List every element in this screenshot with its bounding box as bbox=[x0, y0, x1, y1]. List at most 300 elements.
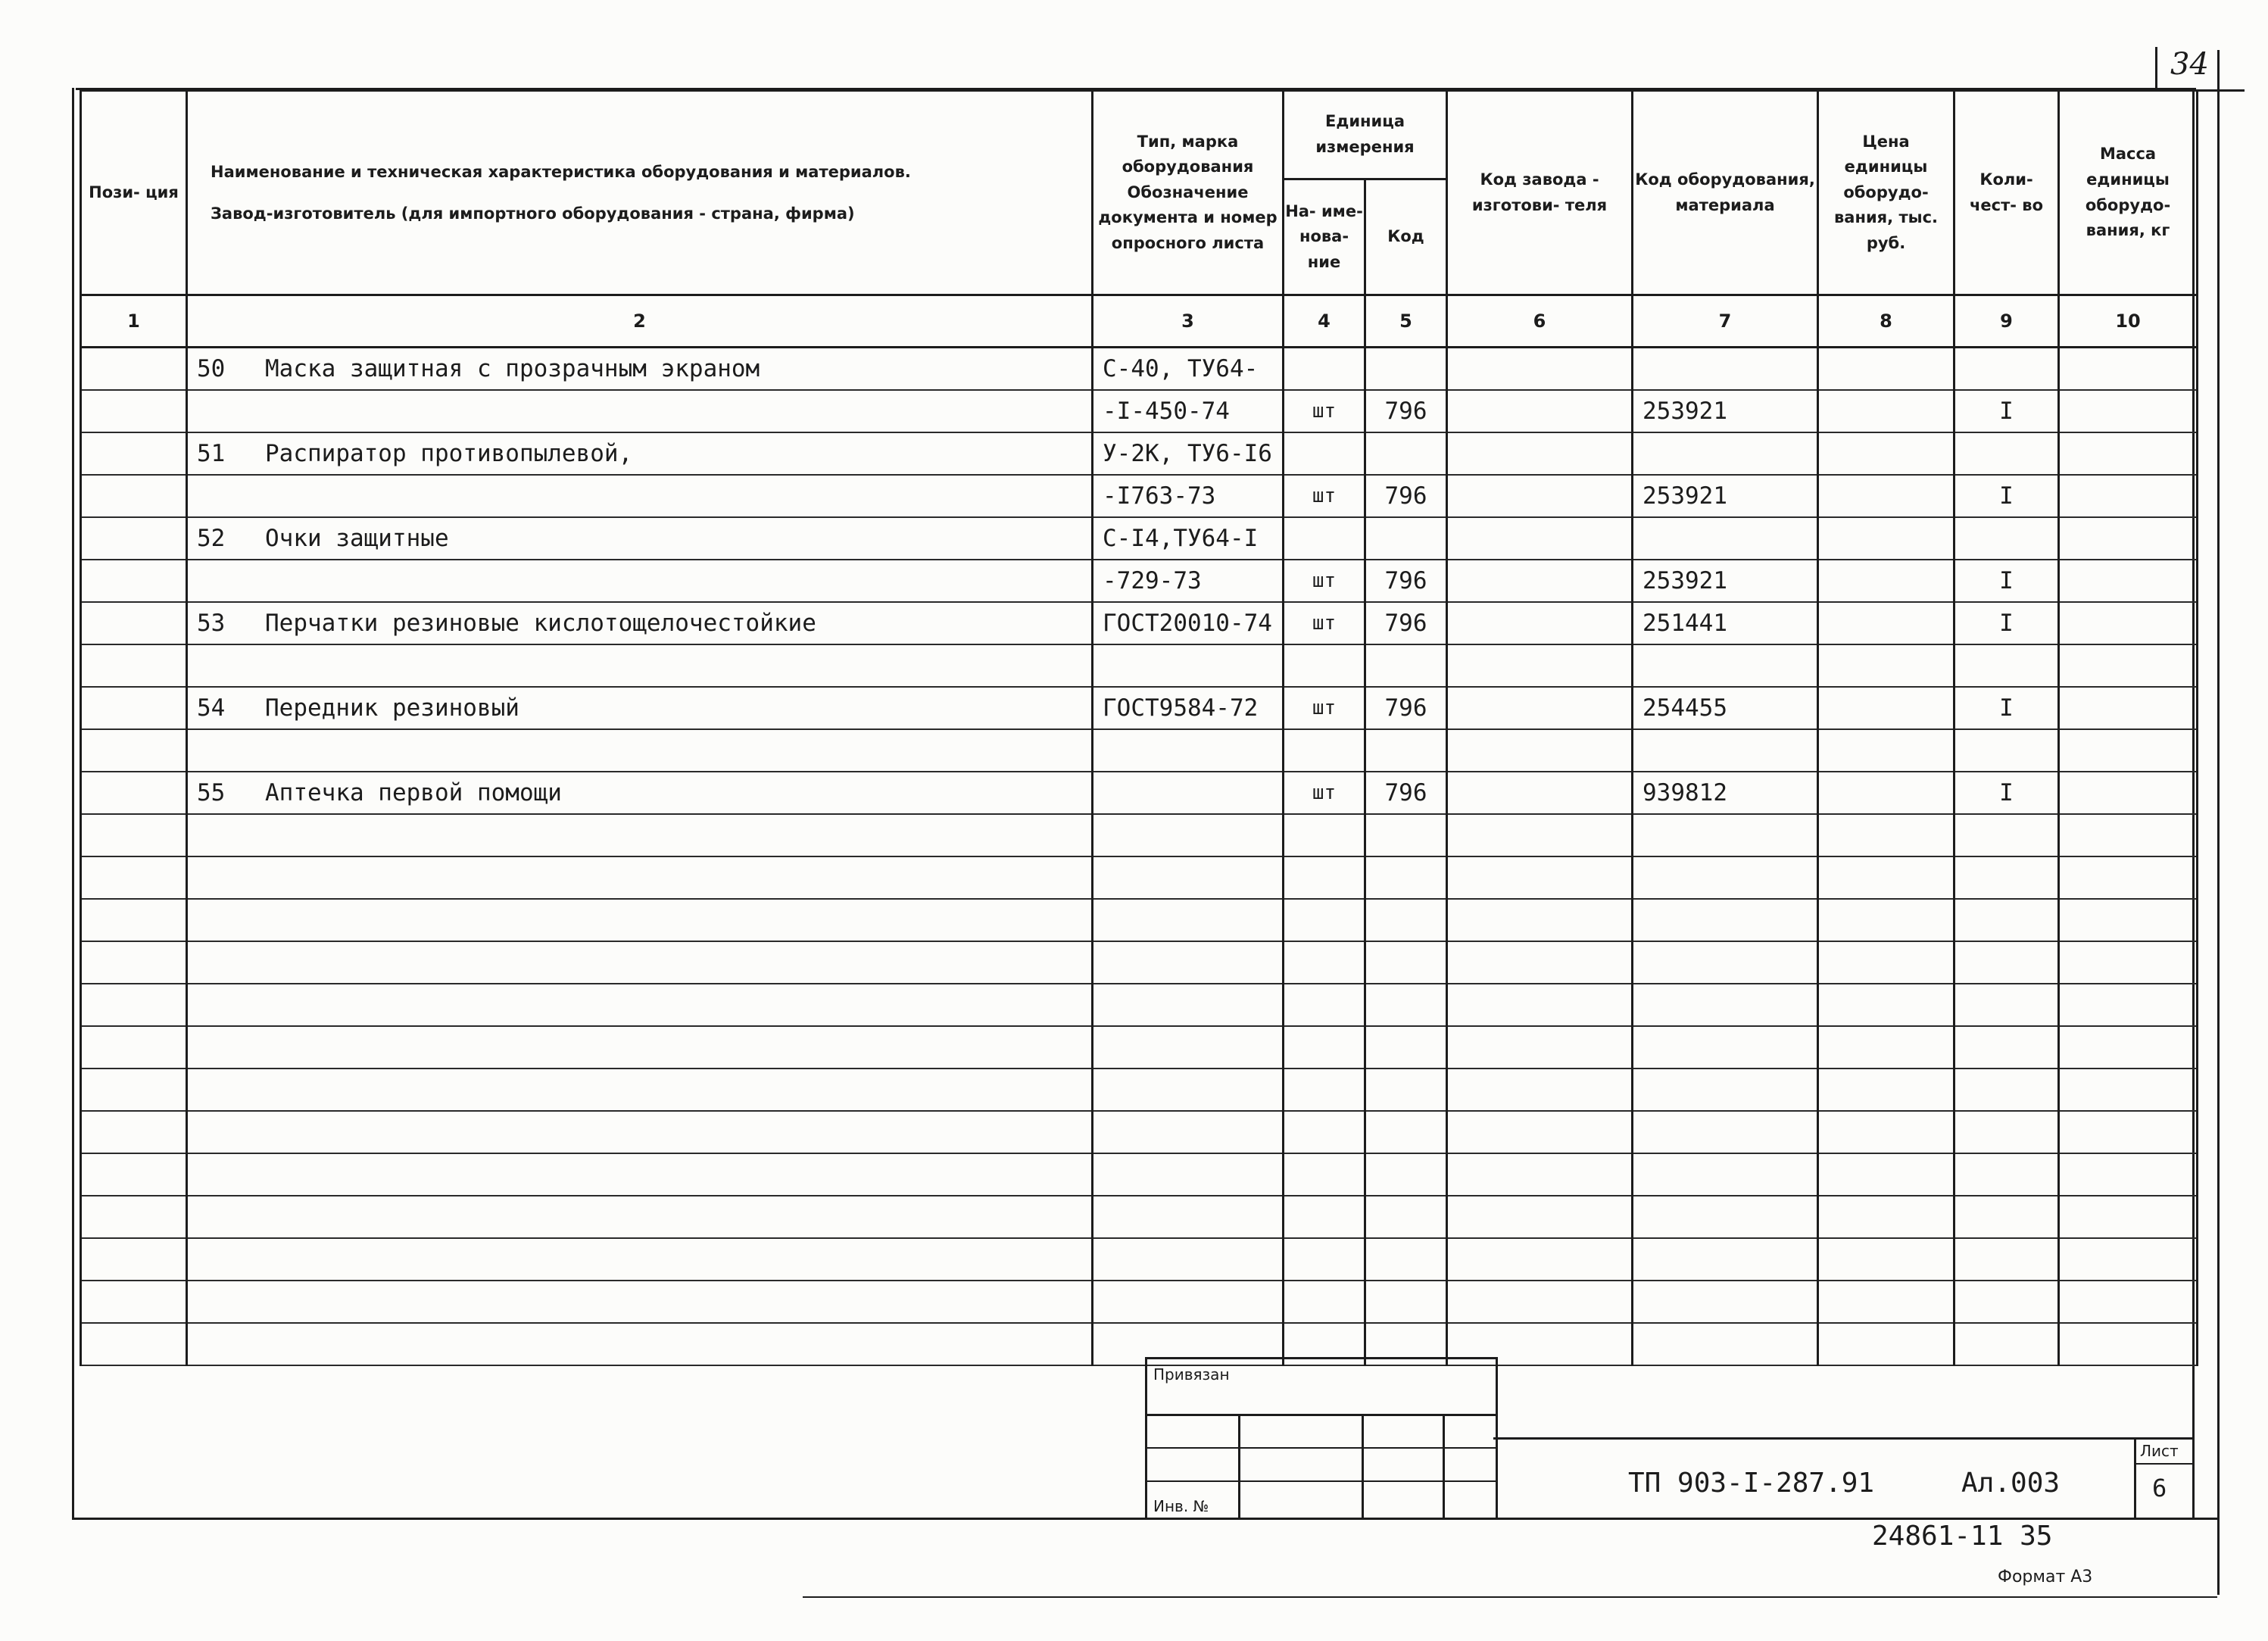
cell-type: ГОСТ9584-72 bbox=[1093, 687, 1284, 729]
cell-type bbox=[1093, 941, 1284, 984]
table-row bbox=[81, 772, 2198, 814]
cell-unit-code bbox=[1365, 432, 1447, 475]
cell-price bbox=[1818, 517, 1954, 560]
cell-plant-code bbox=[1447, 644, 1633, 687]
cell-unit bbox=[1284, 941, 1365, 984]
table-row bbox=[81, 899, 2198, 941]
header-unit-group: Единица измерения bbox=[1284, 91, 1447, 179]
cell-quantity bbox=[1954, 899, 2059, 941]
table-row bbox=[81, 644, 2198, 687]
cell-quantity bbox=[1954, 729, 2059, 772]
cell-equipment-code: 253921 bbox=[1633, 390, 1818, 432]
cell-equipment-code: 253921 bbox=[1633, 560, 1818, 602]
cell-type bbox=[1093, 984, 1284, 1026]
cell-name bbox=[187, 432, 1093, 475]
table-row bbox=[81, 390, 2198, 432]
sheet-cell-divider bbox=[2134, 1437, 2136, 1519]
cell-mass bbox=[2059, 687, 2198, 729]
page-number: 34 bbox=[2170, 47, 2209, 82]
cell-unit bbox=[1284, 1069, 1365, 1111]
cell-unit-code bbox=[1365, 899, 1447, 941]
cell-quantity: I bbox=[1954, 390, 2059, 432]
cell-unit bbox=[1284, 1026, 1365, 1069]
bottom-edge-line bbox=[803, 1596, 2217, 1598]
column-number-7: 7 bbox=[1633, 295, 1818, 348]
cell-position bbox=[81, 814, 187, 856]
cell-position bbox=[81, 432, 187, 475]
cell-plant-code bbox=[1447, 729, 1633, 772]
cell-plant-code bbox=[1447, 390, 1633, 432]
cell-quantity bbox=[1954, 432, 2059, 475]
cell-mass bbox=[2059, 348, 2198, 391]
cell-mass bbox=[2059, 475, 2198, 517]
cell-equipment-code bbox=[1633, 1069, 1818, 1111]
row-position: 54 bbox=[197, 694, 226, 722]
cell-unit-code bbox=[1365, 1281, 1447, 1323]
row-name: Аптечка первой помощи bbox=[265, 779, 562, 806]
header-unit-code: Код bbox=[1365, 179, 1447, 295]
cell-type bbox=[1093, 814, 1284, 856]
cell-unit-code bbox=[1365, 1111, 1447, 1153]
cell-type bbox=[1093, 1026, 1284, 1069]
album-number: Ал.003 bbox=[1961, 1468, 2061, 1499]
column-number-9: 9 bbox=[1954, 295, 2059, 348]
table-row bbox=[81, 687, 2198, 729]
cell-quantity bbox=[1954, 984, 2059, 1026]
header-name bbox=[187, 91, 1093, 295]
cell-name bbox=[187, 1026, 1093, 1069]
row-name: Передник резиновый bbox=[265, 694, 519, 722]
cell-unit bbox=[1284, 517, 1365, 560]
table-row bbox=[81, 814, 2198, 856]
cell-type bbox=[1093, 899, 1284, 941]
cell-equipment-code bbox=[1633, 729, 1818, 772]
cell-mass bbox=[2059, 1238, 2198, 1281]
cell-unit bbox=[1284, 1238, 1365, 1281]
cell-mass bbox=[2059, 729, 2198, 772]
cell-name bbox=[187, 348, 1093, 391]
specification-table bbox=[80, 89, 2198, 1366]
cell-plant-code bbox=[1447, 1026, 1633, 1069]
cell-position bbox=[81, 856, 187, 899]
cell-unit-code: 796 bbox=[1365, 475, 1447, 517]
frame-right-outer bbox=[2217, 50, 2220, 1595]
cell-name bbox=[187, 814, 1093, 856]
cell-quantity bbox=[1954, 1323, 2059, 1365]
cell-quantity bbox=[1954, 1111, 2059, 1153]
sheet-cell-line bbox=[2134, 1463, 2195, 1465]
cell-position bbox=[81, 602, 187, 644]
cell-unit bbox=[1284, 856, 1365, 899]
cell-position bbox=[81, 517, 187, 560]
cell-unit-code bbox=[1365, 1196, 1447, 1238]
header-name-line1: Наименование и техническая характеристика оборудования и материалов. bbox=[211, 162, 911, 181]
cell-name bbox=[187, 984, 1093, 1026]
cell-equipment-code bbox=[1633, 1026, 1818, 1069]
cell-unit-code: 796 bbox=[1365, 772, 1447, 814]
cell-price bbox=[1818, 432, 1954, 475]
cell-plant-code bbox=[1447, 941, 1633, 984]
cell-unit-code: 796 bbox=[1365, 602, 1447, 644]
binding-stamp bbox=[1145, 1357, 1498, 1520]
row-position: 53 bbox=[197, 610, 226, 637]
cell-equipment-code bbox=[1633, 856, 1818, 899]
cell-quantity bbox=[1954, 1238, 2059, 1281]
cell-type bbox=[1093, 729, 1284, 772]
cell-price bbox=[1818, 814, 1954, 856]
cell-unit: шт bbox=[1284, 772, 1365, 814]
cell-type: ГОСТ20010-74 bbox=[1093, 602, 1284, 644]
cell-name bbox=[187, 772, 1093, 814]
cell-plant-code bbox=[1447, 517, 1633, 560]
frame-left bbox=[72, 88, 74, 1519]
cell-equipment-code bbox=[1633, 1153, 1818, 1196]
cell-unit-code bbox=[1365, 1238, 1447, 1281]
cell-type: -I-450-74 bbox=[1093, 390, 1284, 432]
cell-equipment-code bbox=[1633, 1111, 1818, 1153]
cell-type bbox=[1093, 1069, 1284, 1111]
cell-type bbox=[1093, 1238, 1284, 1281]
cell-type bbox=[1093, 1153, 1284, 1196]
cell-price bbox=[1818, 1323, 1954, 1365]
column-number-3: 3 bbox=[1093, 295, 1284, 348]
cell-unit-code: 796 bbox=[1365, 390, 1447, 432]
cell-position bbox=[81, 390, 187, 432]
title-block-top-line bbox=[1493, 1437, 2195, 1440]
cell-equipment-code bbox=[1633, 814, 1818, 856]
table-body bbox=[81, 348, 2198, 1366]
cell-name bbox=[187, 729, 1093, 772]
bound-label: Привязан bbox=[1153, 1365, 1230, 1384]
cell-quantity bbox=[1954, 1196, 2059, 1238]
column-number-6: 6 bbox=[1447, 295, 1633, 348]
cell-position bbox=[81, 644, 187, 687]
cell-plant-code bbox=[1447, 1196, 1633, 1238]
cell-type bbox=[1093, 644, 1284, 687]
cell-plant-code bbox=[1447, 856, 1633, 899]
cell-type bbox=[1093, 772, 1284, 814]
cell-mass bbox=[2059, 1069, 2198, 1111]
header-equipment-code: Код оборудования, материала bbox=[1633, 91, 1818, 295]
cell-price bbox=[1818, 687, 1954, 729]
cell-quantity: I bbox=[1954, 475, 2059, 517]
cell-plant-code bbox=[1447, 475, 1633, 517]
cell-mass bbox=[2059, 984, 2198, 1026]
cell-name bbox=[187, 856, 1093, 899]
cell-price bbox=[1818, 1281, 1954, 1323]
table-row bbox=[81, 1111, 2198, 1153]
column-number-8: 8 bbox=[1818, 295, 1954, 348]
row-name: Перчатки резиновые кислотощелочестойкие bbox=[265, 610, 816, 637]
cell-unit-code bbox=[1365, 729, 1447, 772]
cell-type: -I763-73 bbox=[1093, 475, 1284, 517]
page-number-box bbox=[2155, 47, 2246, 92]
cell-unit-code bbox=[1365, 1153, 1447, 1196]
cell-plant-code bbox=[1447, 1153, 1633, 1196]
cell-plant-code bbox=[1447, 348, 1633, 391]
row-name: Очки защитные bbox=[265, 525, 449, 552]
header-type: Тип, марка оборудования Обозначение документа и номер опросного листа bbox=[1093, 91, 1284, 295]
cell-price bbox=[1818, 772, 1954, 814]
cell-unit: шт bbox=[1284, 475, 1365, 517]
row-position: 55 bbox=[197, 779, 226, 806]
cell-position bbox=[81, 348, 187, 391]
cell-unit-code bbox=[1365, 984, 1447, 1026]
cell-plant-code bbox=[1447, 814, 1633, 856]
cell-equipment-code bbox=[1633, 432, 1818, 475]
cell-equipment-code: 251441 bbox=[1633, 602, 1818, 644]
cell-name bbox=[187, 1153, 1093, 1196]
cell-equipment-code: 939812 bbox=[1633, 772, 1818, 814]
cell-mass bbox=[2059, 1196, 2198, 1238]
cell-type bbox=[1093, 1111, 1284, 1153]
cell-unit-code: 796 bbox=[1365, 560, 1447, 602]
cell-position bbox=[81, 1069, 187, 1111]
column-number-1: 1 bbox=[81, 295, 187, 348]
cell-name bbox=[187, 560, 1093, 602]
cell-unit bbox=[1284, 1111, 1365, 1153]
cell-position bbox=[81, 475, 187, 517]
cell-price bbox=[1818, 899, 1954, 941]
cell-plant-code bbox=[1447, 560, 1633, 602]
cell-plant-code bbox=[1447, 984, 1633, 1026]
cell-unit-code bbox=[1365, 517, 1447, 560]
cell-price bbox=[1818, 1196, 1954, 1238]
cell-position bbox=[81, 560, 187, 602]
document-code: ТП 903-I-287.91 bbox=[1628, 1468, 1875, 1499]
cell-price bbox=[1818, 1069, 1954, 1111]
column-number-5: 5 bbox=[1365, 295, 1447, 348]
cell-type bbox=[1093, 1281, 1284, 1323]
cell-unit-code bbox=[1365, 941, 1447, 984]
cell-unit bbox=[1284, 432, 1365, 475]
column-number-10: 10 bbox=[2059, 295, 2198, 348]
row-position: 52 bbox=[197, 525, 226, 552]
cell-type: С-I4,ТУ64-I bbox=[1093, 517, 1284, 560]
cell-unit bbox=[1284, 899, 1365, 941]
cell-mass bbox=[2059, 1281, 2198, 1323]
cell-unit bbox=[1284, 1153, 1365, 1196]
cell-name bbox=[187, 475, 1093, 517]
archive-number: 24861-11 35 bbox=[1872, 1521, 2053, 1552]
header-price: Цена единицы оборудо- вания, тыс. руб. bbox=[1818, 91, 1954, 295]
cell-mass bbox=[2059, 899, 2198, 941]
cell-mass bbox=[2059, 772, 2198, 814]
cell-unit-code: 796 bbox=[1365, 687, 1447, 729]
header-unit-name: На- име- нова- ние bbox=[1284, 179, 1365, 295]
cell-unit bbox=[1284, 644, 1365, 687]
table-row bbox=[81, 432, 2198, 475]
cell-type: -729-73 bbox=[1093, 560, 1284, 602]
cell-unit bbox=[1284, 348, 1365, 391]
cell-unit-code bbox=[1365, 856, 1447, 899]
cell-quantity bbox=[1954, 1153, 2059, 1196]
cell-position bbox=[81, 984, 187, 1026]
table-row bbox=[81, 1026, 2198, 1069]
cell-mass bbox=[2059, 517, 2198, 560]
cell-price bbox=[1818, 1153, 1954, 1196]
cell-price bbox=[1818, 729, 1954, 772]
cell-unit bbox=[1284, 984, 1365, 1026]
cell-plant-code bbox=[1447, 772, 1633, 814]
cell-name bbox=[187, 1111, 1093, 1153]
table-row bbox=[81, 348, 2198, 391]
cell-plant-code bbox=[1447, 432, 1633, 475]
cell-name bbox=[187, 1238, 1093, 1281]
row-position: 51 bbox=[197, 440, 226, 467]
cell-position bbox=[81, 1026, 187, 1069]
row-name: Распиратор противопылевой, bbox=[265, 440, 633, 467]
cell-type: С-40, ТУ64- bbox=[1093, 348, 1284, 391]
cell-unit-code bbox=[1365, 644, 1447, 687]
cell-name bbox=[187, 1069, 1093, 1111]
cell-position bbox=[81, 1111, 187, 1153]
cell-quantity bbox=[1954, 814, 2059, 856]
cell-position bbox=[81, 1196, 187, 1238]
cell-equipment-code: 253921 bbox=[1633, 475, 1818, 517]
cell-price bbox=[1818, 644, 1954, 687]
table-row bbox=[81, 1281, 2198, 1323]
cell-plant-code bbox=[1447, 1238, 1633, 1281]
cell-price bbox=[1818, 390, 1954, 432]
cell-plant-code bbox=[1447, 1069, 1633, 1111]
cell-position bbox=[81, 729, 187, 772]
header-name-line2: Завод-изготовитель (для импортного оборудования - страна, фирма) bbox=[211, 204, 855, 223]
cell-price bbox=[1818, 856, 1954, 899]
cell-equipment-code bbox=[1633, 1323, 1818, 1365]
table-row bbox=[81, 475, 2198, 517]
cell-price bbox=[1818, 1111, 1954, 1153]
table-row bbox=[81, 1153, 2198, 1196]
table-row bbox=[81, 1069, 2198, 1111]
cell-equipment-code bbox=[1633, 1281, 1818, 1323]
cell-equipment-code: 254455 bbox=[1633, 687, 1818, 729]
cell-price bbox=[1818, 1238, 1954, 1281]
cell-name bbox=[187, 390, 1093, 432]
cell-mass bbox=[2059, 941, 2198, 984]
cell-equipment-code bbox=[1633, 1238, 1818, 1281]
header-mass: Масса единицы оборудо- вания, кг bbox=[2059, 91, 2198, 295]
cell-quantity bbox=[1954, 1026, 2059, 1069]
cell-unit bbox=[1284, 814, 1365, 856]
cell-quantity: I bbox=[1954, 560, 2059, 602]
header-quantity: Коли- чест- во bbox=[1954, 91, 2059, 295]
cell-unit bbox=[1284, 1196, 1365, 1238]
cell-quantity bbox=[1954, 517, 2059, 560]
format-label: Формат А3 bbox=[1998, 1568, 2093, 1586]
cell-quantity: I bbox=[1954, 687, 2059, 729]
cell-equipment-code bbox=[1633, 644, 1818, 687]
cell-unit: шт bbox=[1284, 390, 1365, 432]
cell-position bbox=[81, 1281, 187, 1323]
cell-price bbox=[1818, 560, 1954, 602]
cell-position bbox=[81, 941, 187, 984]
cell-mass bbox=[2059, 644, 2198, 687]
cell-equipment-code bbox=[1633, 1196, 1818, 1238]
cell-equipment-code bbox=[1633, 348, 1818, 391]
cell-plant-code bbox=[1447, 1111, 1633, 1153]
cell-unit: шт bbox=[1284, 602, 1365, 644]
table-row bbox=[81, 517, 2198, 560]
inv-label: Инв. № bbox=[1153, 1497, 1209, 1515]
cell-mass bbox=[2059, 1111, 2198, 1153]
table-row bbox=[81, 729, 2198, 772]
row-name: Маска защитная с прозрачным экраном bbox=[265, 355, 760, 382]
cell-quantity bbox=[1954, 1281, 2059, 1323]
cell-unit-code bbox=[1365, 348, 1447, 391]
header-position: Пози- ция bbox=[81, 91, 187, 295]
cell-position bbox=[81, 1323, 187, 1365]
cell-unit-code bbox=[1365, 1026, 1447, 1069]
cell-name bbox=[187, 941, 1093, 984]
cell-quantity bbox=[1954, 941, 2059, 984]
cell-price bbox=[1818, 602, 1954, 644]
cell-mass bbox=[2059, 602, 2198, 644]
cell-name bbox=[187, 1323, 1093, 1365]
cell-mass bbox=[2059, 560, 2198, 602]
cell-name bbox=[187, 687, 1093, 729]
cell-quantity: I bbox=[1954, 772, 2059, 814]
table-row bbox=[81, 1196, 2198, 1238]
cell-equipment-code bbox=[1633, 941, 1818, 984]
cell-price bbox=[1818, 348, 1954, 391]
cell-price bbox=[1818, 984, 1954, 1026]
cell-mass bbox=[2059, 1153, 2198, 1196]
cell-name bbox=[187, 1281, 1093, 1323]
cell-mass bbox=[2059, 856, 2198, 899]
cell-quantity bbox=[1954, 644, 2059, 687]
table-row bbox=[81, 560, 2198, 602]
table-row bbox=[81, 941, 2198, 984]
cell-name bbox=[187, 644, 1093, 687]
table-row bbox=[81, 856, 2198, 899]
cell-type bbox=[1093, 856, 1284, 899]
column-number-2: 2 bbox=[187, 295, 1093, 348]
cell-plant-code bbox=[1447, 1281, 1633, 1323]
sheet-number: 6 bbox=[2152, 1474, 2167, 1502]
cell-mass bbox=[2059, 390, 2198, 432]
cell-position bbox=[81, 687, 187, 729]
cell-price bbox=[1818, 1026, 1954, 1069]
cell-mass bbox=[2059, 1026, 2198, 1069]
cell-name bbox=[187, 517, 1093, 560]
table-row bbox=[81, 1238, 2198, 1281]
cell-quantity bbox=[1954, 1069, 2059, 1111]
cell-mass bbox=[2059, 814, 2198, 856]
cell-type: У-2К, ТУ6-I6 bbox=[1093, 432, 1284, 475]
table-row bbox=[81, 602, 2198, 644]
cell-unit bbox=[1284, 1281, 1365, 1323]
cell-quantity bbox=[1954, 856, 2059, 899]
cell-unit: шт bbox=[1284, 687, 1365, 729]
table-row bbox=[81, 1323, 2198, 1365]
cell-position bbox=[81, 772, 187, 814]
cell-unit bbox=[1284, 729, 1365, 772]
cell-mass bbox=[2059, 432, 2198, 475]
column-number-4: 4 bbox=[1284, 295, 1365, 348]
cell-position bbox=[81, 1238, 187, 1281]
sheet-label: Лист bbox=[2140, 1442, 2179, 1460]
cell-price bbox=[1818, 475, 1954, 517]
cell-name bbox=[187, 602, 1093, 644]
cell-name bbox=[187, 899, 1093, 941]
cell-plant-code bbox=[1447, 602, 1633, 644]
cell-position bbox=[81, 1153, 187, 1196]
cell-unit-code bbox=[1365, 1069, 1447, 1111]
cell-equipment-code bbox=[1633, 899, 1818, 941]
cell-equipment-code bbox=[1633, 984, 1818, 1026]
cell-mass bbox=[2059, 1323, 2198, 1365]
